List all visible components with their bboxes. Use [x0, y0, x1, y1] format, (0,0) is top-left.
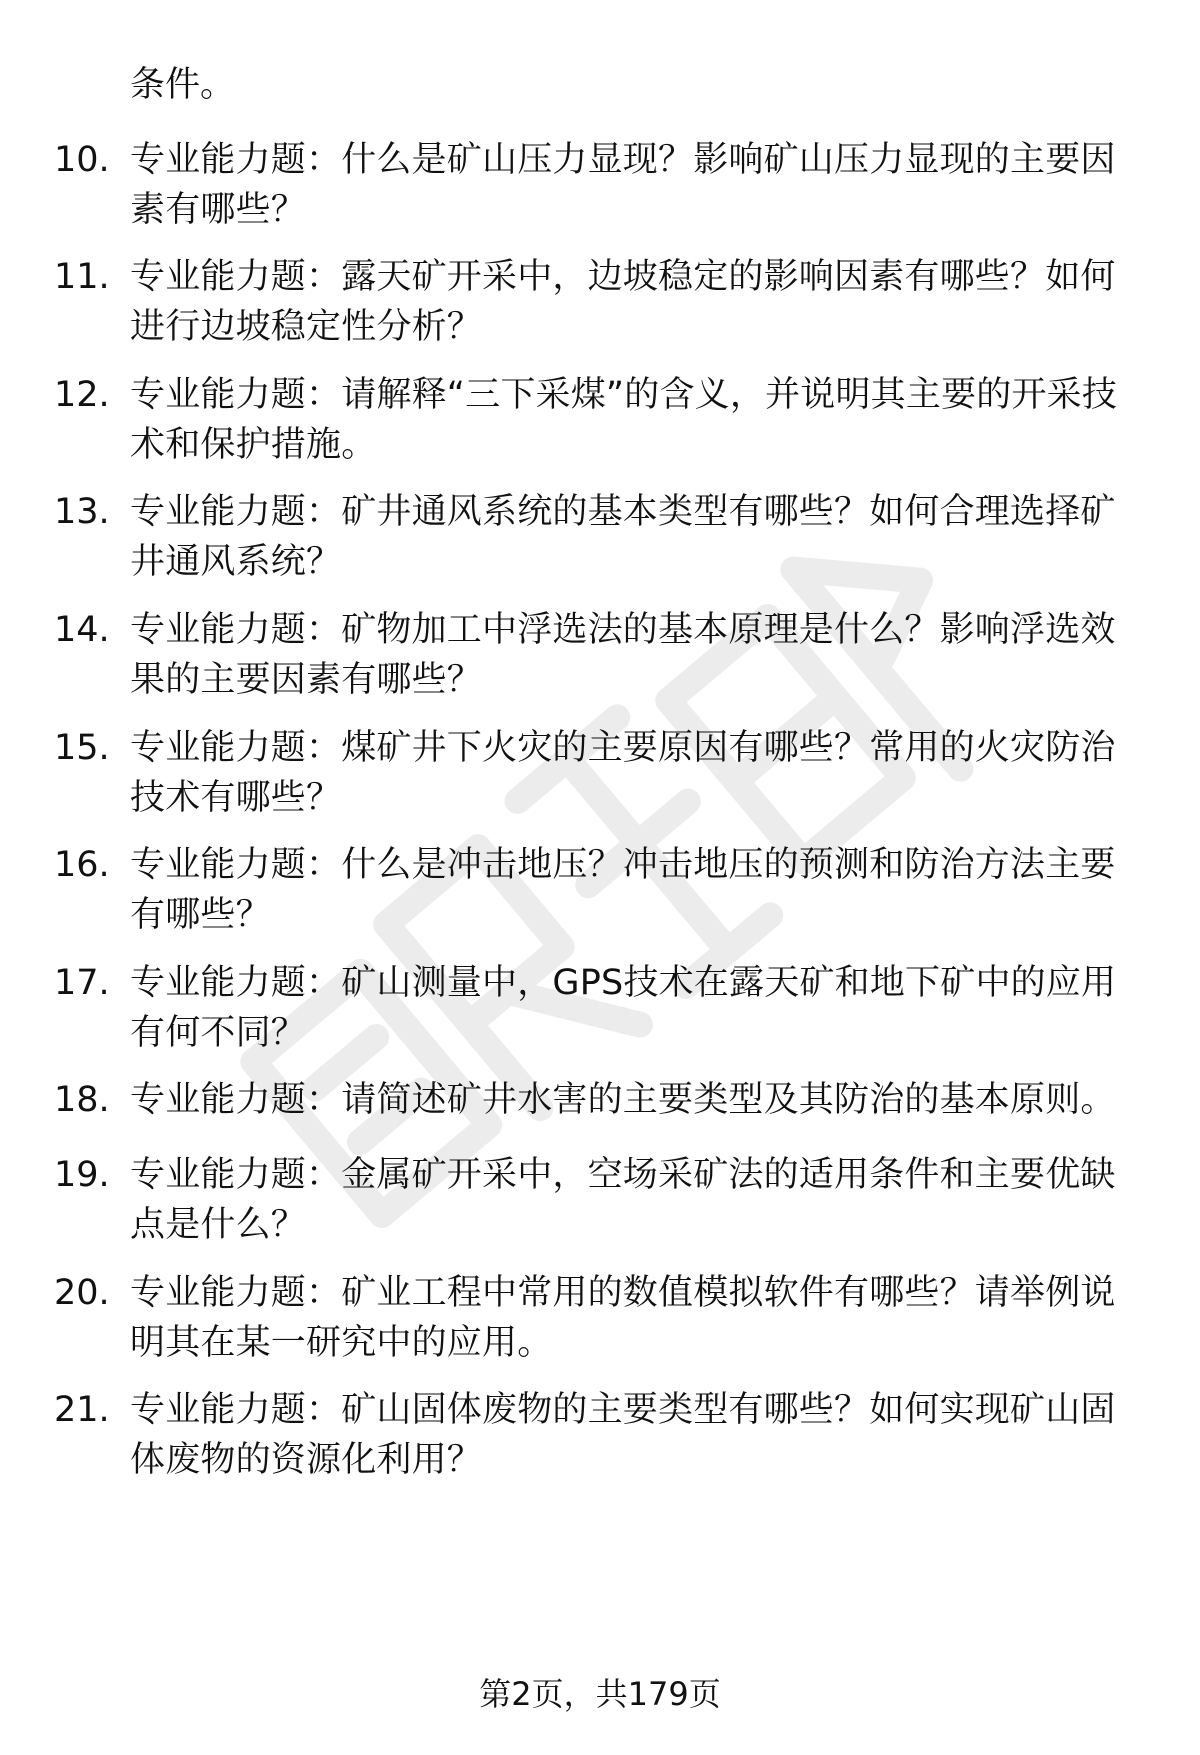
question-number: 10. [54, 140, 110, 180]
question-text: 专业能力题：矿物加工中浮选法的基本原理是什么？影响浮选效果的主要因素有哪些？ [130, 610, 1116, 700]
question-number: 18. [54, 1080, 110, 1120]
question-text: 专业能力题：矿山测量中，GPS技术在露天矿和地下矿中的应用有何不同？ [130, 963, 1117, 1053]
question-number: 11. [54, 257, 110, 297]
question-number: 15. [54, 728, 110, 768]
question-text: 专业能力题：矿山固体废物的主要类型有哪些？如何实现矿山固体废物的资源化利用？ [130, 1390, 1116, 1480]
question-number: 20. [54, 1273, 110, 1313]
question-text: 专业能力题：露天矿开采中，边坡稳定的影响因素有哪些？如何进行边坡稳定性分析？ [130, 257, 1116, 347]
question-number: 12. [54, 375, 110, 415]
question-number: 21. [54, 1390, 110, 1430]
question-text: 专业能力题：请解释“三下采煤”的含义，并说明其主要的开采技术和保护措施。 [130, 375, 1118, 465]
question-text: 专业能力题：什么是冲击地压？冲击地压的预测和防治方法主要有哪些？ [130, 845, 1116, 935]
question-text: 专业能力题：金属矿开采中，空场采矿法的适用条件和主要优缺点是什么？ [130, 1155, 1116, 1245]
question-number: 17. [54, 963, 110, 1003]
question-text: 专业能力题：请简述矿井水害的主要类型及其防治的基本原则。 [130, 1080, 1116, 1120]
question-number: 13. [54, 492, 110, 532]
question-number: 19. [54, 1155, 110, 1195]
question-text: 专业能力题：矿井通风系统的基本类型有哪些？如何合理选择矿井通风系统？ [130, 492, 1116, 582]
page-footer: 第2页，共179页 [479, 1675, 721, 1713]
question-text: 专业能力题：矿业工程中常用的数值模拟软件有哪些？请举例说明其在某一研究中的应用。 [130, 1273, 1116, 1363]
question-text: 专业能力题：什么是矿山压力显现？影响矿山压力显现的主要因素有哪些？ [130, 140, 1116, 230]
continuation-text: 条件。 [130, 65, 236, 105]
question-number: 16. [54, 845, 110, 885]
question-text: 专业能力题：煤矿井下火灾的主要原因有哪些？常用的火灾防治技术有哪些？ [130, 728, 1116, 818]
question-number: 14. [54, 610, 110, 650]
